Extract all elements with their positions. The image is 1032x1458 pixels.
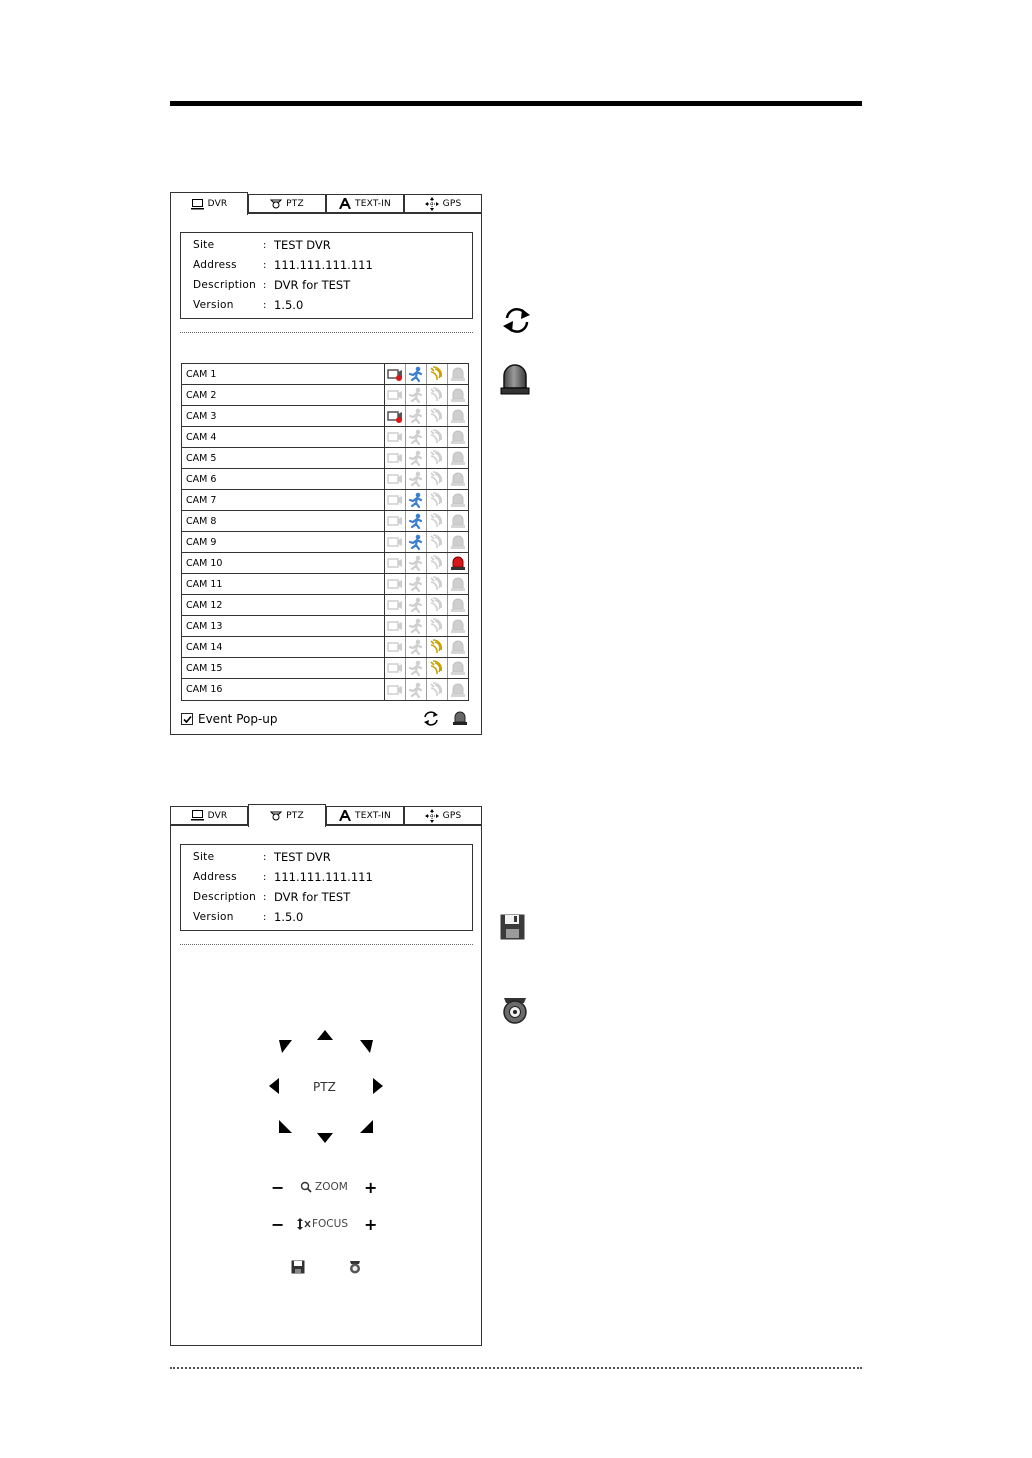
- record-status: [385, 448, 406, 468]
- alarm-status: [448, 511, 468, 531]
- alarm-icon: [450, 534, 466, 550]
- address-value: 111.111.111.111: [274, 258, 373, 272]
- table-row[interactable]: [182, 364, 468, 385]
- sensor-status: [427, 364, 448, 384]
- address-label: Address: [193, 259, 237, 271]
- alarm-status: [448, 658, 468, 678]
- colon: :: [263, 851, 267, 863]
- camera-name: CAM 15: [182, 658, 385, 678]
- gps-move-icon: [425, 809, 439, 823]
- tab-textin[interactable]: [326, 194, 404, 213]
- tab-gps[interactable]: [404, 806, 482, 825]
- motion-status: [406, 616, 427, 636]
- dvr-info-box: [180, 232, 473, 319]
- motion-icon: [408, 450, 424, 466]
- zoom-label: ZOOM: [315, 1181, 348, 1193]
- alarm-status: [448, 637, 468, 657]
- down-left-arrow[interactable]: [279, 1120, 292, 1133]
- info-row-version: [193, 296, 303, 314]
- camera-preset-icon[interactable]: [348, 1260, 362, 1274]
- event-bar: [181, 710, 471, 728]
- ptz-camera-icon: [270, 811, 282, 821]
- monitor-icon: [191, 810, 204, 821]
- info-row-site: [193, 236, 331, 254]
- alarm-status: [448, 679, 468, 700]
- tab-dvr[interactable]: [170, 806, 248, 825]
- description-label: Description: [193, 891, 257, 903]
- alarm-icon: [450, 366, 466, 382]
- sensor-status: [427, 490, 448, 510]
- motion-icon: [408, 639, 424, 655]
- tab-gps-label: GPS: [442, 810, 462, 821]
- sensor-icon: [429, 513, 445, 529]
- focus-label: FOCUS: [312, 1218, 348, 1230]
- colon: :: [263, 279, 267, 291]
- record-icon: [387, 640, 403, 654]
- camera-name: CAM 6: [182, 469, 385, 489]
- table-row[interactable]: [182, 385, 468, 406]
- alarm-status: [448, 616, 468, 636]
- table-row[interactable]: [182, 532, 468, 553]
- alarm-icon: [450, 387, 466, 403]
- alarm-status: [448, 574, 468, 594]
- sensor-status: [427, 658, 448, 678]
- motion-icon: [408, 366, 424, 382]
- tab-ptz[interactable]: [248, 194, 326, 213]
- version-label: Version: [193, 911, 234, 923]
- site-value: TEST DVR: [274, 238, 331, 252]
- record-status: [385, 679, 406, 700]
- sensor-status: [427, 553, 448, 573]
- sensor-status: [427, 532, 448, 552]
- alarm-legend-icon: [499, 363, 531, 395]
- tab-gps[interactable]: [404, 194, 482, 213]
- description-value: DVR for TEST: [274, 890, 351, 904]
- version-value: 1.5.0: [274, 910, 304, 924]
- description-label: Description: [193, 279, 257, 291]
- record-status: [385, 364, 406, 384]
- sensor-icon: [429, 408, 445, 424]
- motion-status: [406, 574, 427, 594]
- sensor-status: [427, 406, 448, 426]
- alarm-status: [448, 385, 468, 405]
- record-status: [385, 427, 406, 447]
- event-popup-label[interactable]: Event Pop-up: [198, 712, 278, 726]
- record-icon: [387, 430, 403, 444]
- motion-icon: [408, 492, 424, 508]
- camera-name: CAM 5: [182, 448, 385, 468]
- sensor-icon: [429, 555, 445, 571]
- alarm-status: [448, 364, 468, 384]
- table-row[interactable]: [182, 595, 468, 616]
- alarm-icon: [450, 492, 466, 508]
- camera-name: CAM 8: [182, 511, 385, 531]
- sensor-icon: [429, 618, 445, 634]
- sensor-icon: [429, 639, 445, 655]
- sensor-status: [427, 637, 448, 657]
- table-row[interactable]: [182, 511, 468, 532]
- magnifier-icon: [300, 1181, 313, 1193]
- record-status: [385, 637, 406, 657]
- record-icon: [387, 598, 403, 612]
- motion-status: [406, 448, 427, 468]
- alarm-icon: [450, 597, 466, 613]
- table-row[interactable]: [182, 574, 468, 595]
- sensor-status: [427, 511, 448, 531]
- record-status: [385, 532, 406, 552]
- record-icon: [387, 451, 403, 465]
- alarm-icon: [450, 513, 466, 529]
- motion-status: [406, 385, 427, 405]
- focus-near-button[interactable]: −: [271, 1215, 285, 1234]
- motion-status: [406, 364, 427, 384]
- tab-bar-ptz: [170, 804, 482, 826]
- tab-textin-label: TEXT-IN: [355, 810, 391, 821]
- camera-name: CAM 10: [182, 553, 385, 573]
- motion-status: [406, 406, 427, 426]
- colon: :: [263, 239, 267, 251]
- description-value: DVR for TEST: [274, 278, 351, 292]
- alarm-status: [448, 595, 468, 615]
- camera-name: CAM 7: [182, 490, 385, 510]
- refresh-legend-icon: [499, 306, 535, 334]
- motion-icon: [408, 555, 424, 571]
- motion-status: [406, 469, 427, 489]
- camera-name: CAM 2: [182, 385, 385, 405]
- zoom-out-button[interactable]: −: [271, 1178, 285, 1197]
- record-status: [385, 511, 406, 531]
- table-row[interactable]: [182, 553, 468, 574]
- focus-label-group: [297, 1218, 348, 1230]
- gps-move-icon: [425, 197, 439, 211]
- record-status: [385, 616, 406, 636]
- record-icon: [387, 388, 403, 402]
- table-row[interactable]: [182, 427, 468, 448]
- colon: :: [263, 891, 267, 903]
- tab-textin[interactable]: [326, 806, 404, 825]
- camera-name: CAM 13: [182, 616, 385, 636]
- alarm-icon: [450, 660, 466, 676]
- motion-status: [406, 511, 427, 531]
- address-value: 111.111.111.111: [274, 870, 373, 884]
- zoom-label-group: [300, 1181, 348, 1193]
- sensor-icon: [429, 387, 445, 403]
- tab-dvr[interactable]: [170, 192, 248, 215]
- sensor-status: [427, 448, 448, 468]
- alarm-icon: [450, 471, 466, 487]
- sensor-icon: [429, 429, 445, 445]
- info-row-address: [193, 256, 373, 274]
- record-status: [385, 553, 406, 573]
- record-status: [385, 406, 406, 426]
- checkmark-icon: [183, 715, 192, 724]
- tab-ptz-label: PTZ: [286, 198, 304, 209]
- alarm-status: [448, 490, 468, 510]
- alarm-status: [448, 448, 468, 468]
- sensor-icon: [429, 534, 445, 550]
- record-icon: [387, 409, 403, 423]
- camera-name: CAM 12: [182, 595, 385, 615]
- camera-name: CAM 1: [182, 364, 385, 384]
- ptz-camera-icon: [270, 199, 282, 209]
- record-icon: [387, 577, 403, 591]
- preset-legend-icon: [500, 995, 530, 1025]
- motion-icon: [408, 597, 424, 613]
- site-label: Site: [193, 851, 215, 863]
- sensor-status: [427, 595, 448, 615]
- table-row[interactable]: [182, 490, 468, 511]
- focus-far-button[interactable]: +: [364, 1215, 378, 1234]
- record-icon: [387, 661, 403, 675]
- alarm-icon: [450, 639, 466, 655]
- dvr-panel: [170, 213, 482, 735]
- motion-icon: [408, 576, 424, 592]
- motion-icon: [408, 513, 424, 529]
- sensor-icon: [429, 682, 445, 698]
- sensor-status: [427, 679, 448, 700]
- ptz-control-area: [171, 826, 483, 1347]
- record-status: [385, 469, 406, 489]
- sensor-status: [427, 616, 448, 636]
- site-value: TEST DVR: [274, 850, 331, 864]
- alarm-icon: [450, 555, 466, 571]
- tilt-up-arrow[interactable]: [317, 1030, 333, 1040]
- motion-icon: [408, 387, 424, 403]
- version-label: Version: [193, 299, 234, 311]
- tab-dvr-label: DVR: [207, 199, 228, 209]
- alarm-status: [448, 469, 468, 489]
- tab-ptz[interactable]: [248, 804, 326, 827]
- alarm-icon: [450, 576, 466, 592]
- record-icon: [387, 556, 403, 570]
- table-row[interactable]: [182, 406, 468, 427]
- record-status: [385, 658, 406, 678]
- record-icon: [387, 514, 403, 528]
- motion-icon: [408, 534, 424, 550]
- text-a-icon: [339, 810, 351, 821]
- down-right-arrow[interactable]: [360, 1120, 373, 1133]
- camera-name: CAM 16: [182, 679, 385, 700]
- up-left-arrow[interactable]: [279, 1040, 292, 1053]
- sensor-icon: [429, 597, 445, 613]
- record-status: [385, 574, 406, 594]
- event-popup-checkbox[interactable]: [181, 713, 193, 725]
- sensor-icon: [429, 492, 445, 508]
- ptz-panel: [170, 825, 482, 1346]
- refresh-icon[interactable]: [421, 710, 441, 727]
- table-row[interactable]: [182, 679, 468, 700]
- version-value: 1.5.0: [274, 298, 304, 312]
- alarm-status: [448, 532, 468, 552]
- floppy-legend-icon: [500, 914, 525, 940]
- sensor-icon: [429, 471, 445, 487]
- tab-textin-label: TEXT-IN: [355, 198, 391, 209]
- motion-status: [406, 658, 427, 678]
- camera-name: CAM 4: [182, 427, 385, 447]
- sensor-icon: [429, 660, 445, 676]
- colon: :: [263, 911, 267, 923]
- motion-icon: [408, 660, 424, 676]
- pan-right-arrow[interactable]: [373, 1078, 383, 1094]
- motion-status: [406, 490, 427, 510]
- motion-status: [406, 553, 427, 573]
- alarm-icon: [450, 618, 466, 634]
- motion-status: [406, 532, 427, 552]
- sensor-icon: [429, 450, 445, 466]
- motion-icon: [408, 408, 424, 424]
- table-row[interactable]: [182, 637, 468, 658]
- alarm-icon: [450, 429, 466, 445]
- info-row-description: [193, 276, 350, 294]
- colon: :: [263, 299, 267, 311]
- ptz-center-label: PTZ: [313, 1080, 336, 1094]
- camera-name: CAM 11: [182, 574, 385, 594]
- camera-name: CAM 9: [182, 532, 385, 552]
- alarm-status: [448, 427, 468, 447]
- page-top-rule: [170, 101, 862, 106]
- record-icon: [387, 619, 403, 633]
- up-right-arrow[interactable]: [360, 1040, 373, 1053]
- tab-bar-dvr: [170, 192, 482, 214]
- motion-icon: [408, 429, 424, 445]
- pan-left-arrow[interactable]: [269, 1078, 279, 1094]
- tab-ptz-label: PTZ: [286, 811, 304, 821]
- sensor-status: [427, 427, 448, 447]
- table-row[interactable]: [182, 448, 468, 469]
- record-icon: [387, 535, 403, 549]
- camera-name: CAM 3: [182, 406, 385, 426]
- record-status: [385, 490, 406, 510]
- tab-dvr-label: DVR: [207, 810, 228, 821]
- page-bottom-rule: [170, 1367, 862, 1369]
- table-row[interactable]: [182, 658, 468, 679]
- focus-icon: [297, 1218, 311, 1230]
- divider: [180, 332, 473, 333]
- record-icon: [387, 683, 403, 697]
- record-icon: [387, 493, 403, 507]
- sensor-status: [427, 574, 448, 594]
- camera-status-table: [181, 363, 469, 701]
- sensor-status: [427, 469, 448, 489]
- motion-icon: [408, 618, 424, 634]
- motion-status: [406, 427, 427, 447]
- table-row[interactable]: [182, 469, 468, 490]
- sensor-icon: [429, 576, 445, 592]
- address-label: Address: [193, 871, 237, 883]
- camera-name: CAM 14: [182, 637, 385, 657]
- alarm-status: [448, 406, 468, 426]
- tab-gps-label: GPS: [442, 198, 462, 209]
- record-status: [385, 595, 406, 615]
- record-icon: [387, 472, 403, 486]
- motion-status: [406, 637, 427, 657]
- tilt-down-arrow[interactable]: [317, 1133, 333, 1143]
- zoom-in-button[interactable]: +: [364, 1178, 378, 1197]
- alarm-light-icon[interactable]: [452, 710, 468, 726]
- alarm-status: [448, 553, 468, 573]
- sensor-status: [427, 385, 448, 405]
- sensor-icon: [429, 366, 445, 382]
- motion-icon: [408, 471, 424, 487]
- motion-icon: [408, 682, 424, 698]
- monitor-icon: [191, 199, 204, 210]
- colon: :: [263, 871, 267, 883]
- table-row[interactable]: [182, 616, 468, 637]
- alarm-icon: [450, 450, 466, 466]
- alarm-icon: [450, 408, 466, 424]
- floppy-disk-icon[interactable]: [291, 1260, 305, 1274]
- alarm-icon: [450, 682, 466, 698]
- record-icon: [387, 367, 403, 381]
- text-a-icon: [339, 198, 351, 209]
- colon: :: [263, 259, 267, 271]
- motion-status: [406, 595, 427, 615]
- motion-status: [406, 679, 427, 700]
- site-label: Site: [193, 239, 215, 251]
- record-status: [385, 385, 406, 405]
